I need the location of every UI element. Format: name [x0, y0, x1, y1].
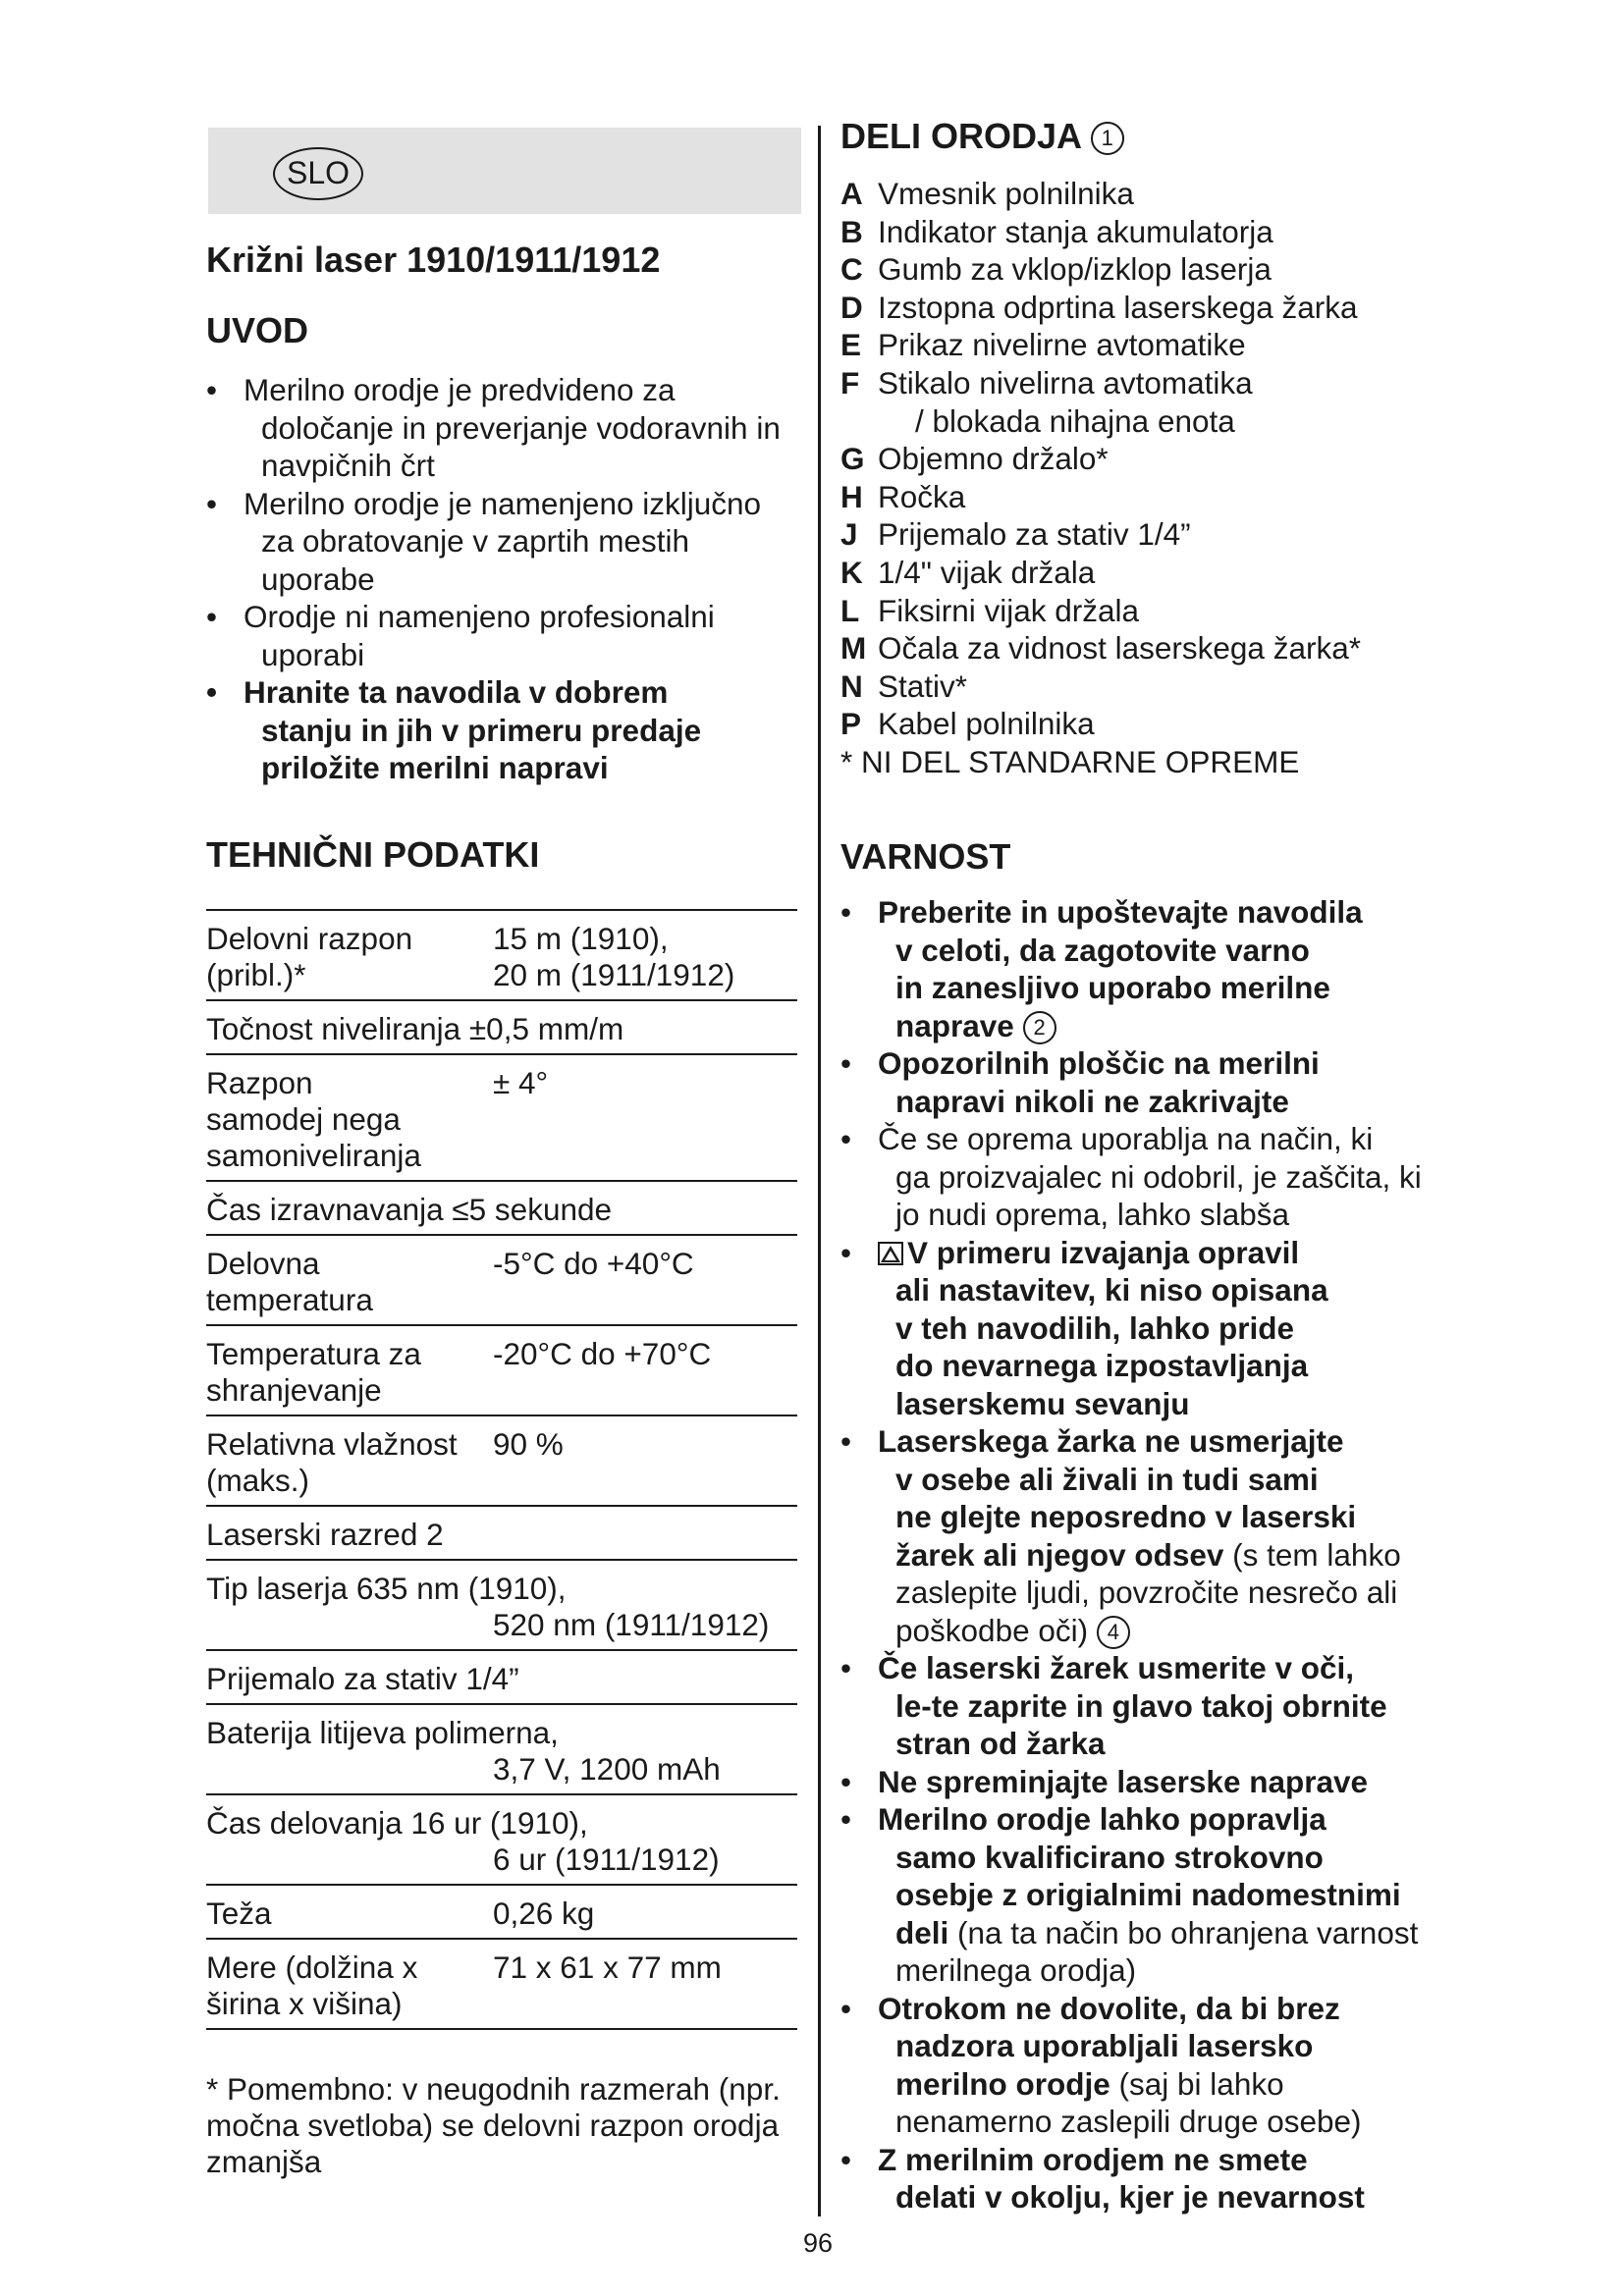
safety-list — [840, 893, 1449, 2216]
safety-line: Laserskega žarka ne usmerjajte — [878, 1423, 1344, 1460]
spec-label: Temperatura za — [206, 1336, 421, 1371]
spec-label: Teža — [206, 1896, 272, 1931]
safety-line: ne glejte neposredno v laserski — [895, 1499, 1357, 1535]
spec-row — [206, 1505, 797, 1559]
bullet-icon: • — [206, 599, 218, 634]
tech-note — [206, 2071, 815, 2180]
tech-note-line: * Pomembno: v neugodnih razmerah (npr. — [206, 2071, 781, 2107]
part-label: / blokada nihajna enota — [915, 402, 1235, 439]
spec-row — [206, 1649, 797, 1703]
page-number: 96 — [803, 2228, 834, 2258]
part-item — [840, 515, 1430, 554]
part-label: Fiksirni vijak držala — [878, 592, 1140, 628]
spec-label: shranjevanje — [206, 1372, 382, 1408]
safety-heading: VARNOST — [840, 836, 1011, 877]
spec-label: Mere (dolžina x — [206, 1949, 418, 1985]
bullet-icon: • — [840, 1650, 852, 1686]
intro-item — [206, 485, 815, 599]
spec-label: Prijemalo za stativ 1/4” — [206, 1661, 519, 1696]
intro-item — [206, 371, 815, 485]
part-key: G — [840, 441, 865, 477]
tech-note-line: močna svetloba) se delovni razpon orodja — [206, 2108, 780, 2143]
part-label: 1/4" vijak držala — [878, 554, 1096, 590]
part-key: C — [840, 251, 863, 288]
part-key: F — [840, 364, 860, 400]
figure-ref-badge: 4 — [1097, 1616, 1130, 1649]
bullet-icon: • — [206, 372, 218, 407]
safety-line: V primeru izvajanja opravil — [878, 1234, 1449, 1272]
spec-row — [206, 1559, 797, 1649]
spec-value: 0,26 kg — [493, 1896, 595, 1931]
spec-row — [206, 1884, 797, 1938]
safety-line: Z merilnim orodjem ne smete — [878, 2141, 1308, 2177]
part-label: Kabel polnilnika — [878, 706, 1095, 742]
part-label: Objemno držalo* — [878, 441, 1109, 477]
bullet-icon: • — [840, 894, 852, 930]
safety-line: ali nastavitev, ki niso opisana — [895, 1272, 1328, 1308]
bullet-icon: • — [840, 1763, 852, 1799]
spec-label: (maks.) — [206, 1463, 309, 1498]
parts-list — [840, 175, 1430, 781]
spec-label: temperatura — [206, 1282, 373, 1317]
safety-line: zaslepite ljudi, povzročite nesrečo ali — [895, 1575, 1398, 1611]
bullet-icon: • — [840, 1423, 852, 1460]
spec-label: širina x višina) — [206, 1986, 403, 2021]
spec-value: 6 ur (1911/1912) — [493, 1842, 720, 1877]
spec-value: 520 nm (1911/1912) — [493, 1607, 770, 1642]
part-item — [840, 326, 1430, 364]
bullet-icon: • — [206, 674, 218, 710]
part-label: Ročka — [878, 478, 966, 514]
part-label: Očala za vidnost laserskega žarka* — [878, 630, 1361, 667]
part-label: Vmesnik polnilnika — [878, 176, 1134, 211]
safety-line-plain: (na ta način bo ohranjena varnost — [948, 1914, 1419, 1950]
safety-line: Otrokom ne dovolite, da bi brez — [878, 1990, 1340, 2026]
safety-line: samo kvalificirano strokovno — [895, 1839, 1324, 1875]
part-label: Prijemalo za stativ 1/4” — [878, 516, 1191, 553]
spec-label: samoniveliranja — [206, 1138, 421, 1173]
part-label: Stikalo nivelirna avtomatika — [878, 364, 1253, 400]
spec-row — [206, 909, 797, 999]
part-label: Indikator stanja akumulatorja — [878, 213, 1273, 249]
safety-item — [840, 1800, 1449, 1990]
part-key: H — [840, 478, 863, 514]
bullet-icon: • — [840, 1990, 852, 2026]
safety-line: Merilno orodje lahko popravlja — [878, 1801, 1326, 1838]
safety-line: stran od žarka — [895, 1726, 1106, 1762]
spec-row — [206, 1234, 797, 1324]
safety-line: in zanesljivo uporabo merilne — [895, 970, 1330, 1005]
spec-row — [206, 1324, 797, 1415]
bullet-icon: • — [840, 2141, 852, 2177]
part-item — [840, 629, 1430, 667]
laser-warning-icon — [878, 1236, 903, 1259]
safety-item — [840, 1044, 1449, 1120]
spec-label: samodej nega — [206, 1101, 401, 1137]
language-banner — [208, 128, 801, 214]
part-item — [840, 250, 1430, 289]
spec-value: 71 x 61 x 77 mm — [493, 1949, 722, 1985]
spec-label: (pribl.)* — [206, 957, 306, 992]
part-key: D — [840, 289, 863, 325]
safety-line: v celoti, da zagotovite varno — [895, 932, 1310, 968]
part-item — [840, 364, 1430, 440]
safety-item — [840, 1120, 1449, 1234]
spec-value: 15 m (1910), 20 m (1911/1912) — [493, 921, 735, 992]
safety-line: naprave 2 — [878, 1007, 1449, 1045]
safety-line-bold: deli — [895, 1914, 949, 1950]
parts-footnote: * NI DEL STANDARNE OPREME — [840, 743, 1300, 779]
safety-line: Ne spreminjajte laserske naprave — [878, 1763, 1369, 1799]
part-item — [840, 667, 1430, 706]
safety-line: merilnega orodja) — [895, 1952, 1137, 1989]
intro-item-line: Merilno orodje je namenjeno izključno — [244, 485, 762, 521]
intro-item-line: Merilno orodje je predvideno za — [244, 372, 676, 407]
spec-label: Laserski razred 2 — [206, 1517, 444, 1552]
safety-line-plain: (s tem lahko — [1223, 1536, 1401, 1573]
intro-item-line: priložite merilni napravi — [261, 750, 609, 785]
safety-line-plain: (saj bi lahko — [1110, 2065, 1284, 2102]
safety-line: ga proizvajalec ni odobril, je zaščita, ki — [895, 1158, 1422, 1195]
part-key: P — [840, 706, 862, 742]
part-item — [840, 478, 1430, 516]
bullet-icon: • — [206, 485, 218, 521]
part-item — [840, 175, 1430, 213]
spec-label: Točnost niveliranja ±0,5 mm/m — [206, 1011, 624, 1046]
safety-line: delati v okolju, kjer je nevarnost — [895, 2179, 1365, 2216]
intro-item — [206, 673, 815, 787]
part-key: J — [840, 516, 858, 553]
part-label: Prikaz nivelirne avtomatike — [878, 327, 1246, 363]
spec-value: ± 4° — [493, 1065, 549, 1100]
part-key: L — [840, 592, 860, 628]
intro-item-line: navpičnih črt — [261, 448, 435, 483]
intro-item-line: uporabi — [261, 636, 365, 672]
intro-item-line: stanju in jih v primeru predaje — [261, 712, 702, 748]
part-key: K — [840, 554, 863, 590]
figure-ref-badge: 2 — [1023, 1011, 1056, 1044]
safety-line: Če laserski žarek usmerite v oči, — [878, 1650, 1355, 1686]
safety-line: nadzora uporabljali lasersko — [895, 2028, 1314, 2064]
spec-label: Čas izravnavanja ≤5 sekunde — [206, 1192, 613, 1227]
spec-row — [206, 1180, 797, 1234]
spec-label: Razpon — [206, 1065, 313, 1100]
part-item — [840, 213, 1430, 251]
spec-label: Delovna — [206, 1246, 320, 1281]
part-label: Stativ* — [878, 667, 968, 704]
safety-line-bold: žarek ali njegov odsev — [895, 1536, 1224, 1573]
safety-item — [840, 1990, 1449, 2141]
part-key: M — [840, 630, 867, 667]
spec-row — [206, 1703, 797, 1793]
safety-line: laserskemu sevanju — [895, 1385, 1190, 1421]
spec-label: Baterija litijeva polimerna, — [206, 1715, 559, 1750]
safety-line — [878, 1914, 1449, 1952]
intro-item-line: uporabe — [261, 561, 375, 597]
figure-ref-badge: 1 — [1091, 122, 1124, 155]
safety-item — [840, 1649, 1449, 1763]
part-item — [840, 554, 1430, 592]
safety-line: Preberite in upoštevajte navodila — [878, 894, 1363, 930]
spec-row — [206, 1415, 797, 1505]
spec-label: Tip laserja 635 nm (1910), — [206, 1571, 567, 1606]
spec-value: -20°C do +70°C — [493, 1336, 712, 1371]
safety-line: Opozorilnih ploščic na merilni — [878, 1045, 1320, 1082]
safety-line: poškodbe oči) 4 — [878, 1612, 1449, 1650]
bullet-icon: • — [840, 1045, 852, 1082]
safety-item — [840, 1763, 1449, 1801]
part-label: Izstopna odprtina laserskega žarka — [878, 289, 1358, 325]
language-badge: SLO — [273, 147, 363, 200]
safety-line: jo nudi oprema, lahko slabša — [895, 1197, 1289, 1233]
bullet-icon: • — [840, 1121, 852, 1157]
parts-heading-text: DELI ORODJA — [840, 116, 1081, 156]
part-key: A — [840, 176, 863, 211]
safety-line: v osebe ali živali in tudi sami — [895, 1461, 1319, 1497]
safety-item — [840, 1422, 1449, 1649]
parts-heading — [840, 116, 1124, 157]
intro-list — [206, 371, 815, 787]
safety-line: le-te zaprite in glavo takoj obrnite — [895, 1687, 1387, 1724]
safety-line — [878, 1536, 1449, 1575]
spec-value: -5°C do +40°C — [493, 1246, 694, 1281]
spec-label: Čas delovanja 16 ur (1910), — [206, 1805, 588, 1841]
intro-item-line: za obratovanje v zaprtih mestih — [261, 523, 689, 559]
spec-label: Relativna vlažnost — [206, 1426, 458, 1462]
part-label: Gumb za vklop/izklop laserja — [878, 251, 1272, 288]
spec-row — [206, 999, 797, 1053]
safety-line: napravi nikoli ne zakrivajte — [895, 1083, 1289, 1119]
safety-line: v teh navodilih, lahko pride — [895, 1309, 1295, 1346]
spec-value: 3,7 V, 1200 mAh — [493, 1751, 721, 1787]
intro-item-line: Orodje ni namenjeno profesionalni — [244, 599, 715, 634]
intro-heading: UVOD — [206, 310, 309, 350]
part-item — [840, 289, 1430, 327]
bullet-icon: • — [840, 1234, 852, 1270]
safety-line: nenamerno zaslepili druge osebe) — [895, 2104, 1362, 2140]
part-key: B — [840, 213, 863, 249]
part-key: E — [840, 327, 862, 363]
part-item — [840, 440, 1430, 478]
part-item — [840, 705, 1430, 743]
spec-value: 90 % — [493, 1426, 564, 1462]
spec-row — [206, 1053, 797, 1180]
intro-item-line: Hranite ta navodila v dobrem — [244, 674, 669, 710]
part-key: N — [840, 667, 863, 704]
tech-note-line: zmanjša — [206, 2144, 322, 2179]
safety-line: Če se oprema uporablja na način, ki — [878, 1121, 1374, 1157]
tech-specs-table — [206, 909, 797, 2030]
tech-heading: TEHNIČNI PODATKI — [206, 834, 540, 875]
intro-item — [206, 598, 815, 673]
intro-item-line: določanje in preverjanje vodoravnih in — [261, 409, 781, 446]
safety-line: do nevarnega izpostavljanja — [895, 1348, 1309, 1384]
safety-line — [878, 2065, 1449, 2104]
safety-item — [840, 1234, 1449, 1423]
column-divider — [818, 126, 821, 2216]
safety-line: osebje z origialnimi nadomestnimi — [895, 1877, 1401, 1913]
spec-row — [206, 1793, 797, 1884]
safety-item — [840, 2141, 1449, 2216]
spec-label: Delovni razpon — [206, 921, 413, 956]
bullet-icon: • — [840, 1801, 852, 1838]
safety-line-bold: merilno orodje — [895, 2065, 1110, 2102]
page-title: Križni laser 1910/1911/1912 — [206, 240, 661, 280]
safety-item — [840, 893, 1449, 1044]
spec-row — [206, 1938, 797, 2030]
part-item — [840, 592, 1430, 630]
